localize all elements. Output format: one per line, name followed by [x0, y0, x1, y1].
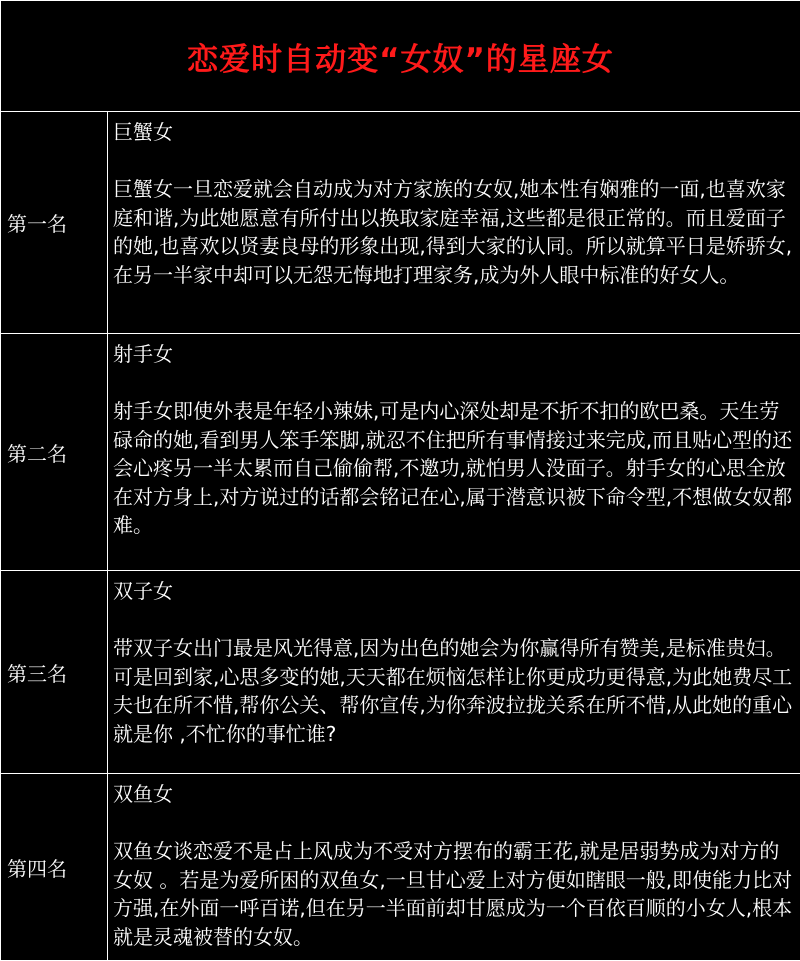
rank-label: 第二名	[1, 334, 108, 571]
rank-label: 第四名	[1, 774, 108, 961]
sign-cell	[108, 334, 800, 571]
sign-name: 双鱼女	[113, 780, 796, 809]
page-title: 恋爱时自动变“女奴”的星座女	[1, 1, 800, 112]
sign-cell	[108, 112, 800, 334]
sign-name: 巨蟹女	[113, 118, 796, 147]
rank-label: 第一名	[1, 112, 108, 334]
table-row	[1, 334, 800, 571]
sign-cell	[108, 571, 800, 774]
sign-description: 巨蟹女一旦恋爱就会自动成为对方家族的女奴,她本性有娴雅的一面,也喜欢家庭和谐,为此她愿意有所付出以换取家庭幸福,这些都是很正常的。而且爱面子的她,也喜欢以贤妻良母的形象出现,得到大家的认同。所以就算平日是娇骄女,在另一半家中却可以无怨无悔地打理家务,成为外人眼中标准的好女人。	[113, 175, 796, 289]
table-row	[1, 112, 800, 334]
sign-name: 射手女	[113, 340, 796, 369]
table-row	[1, 774, 800, 961]
sign-description: 射手女即使外表是年轻小辣妹,可是内心深处却是不折不扣的欧巴桑。天生劳碌命的她,看到男人笨手笨脚,就忍不住把所有事情接过来完成,而且贴心型的还会心疼另一半太累而自己偷偷帮,不邀功,就怕男人没面子。射手女的心思全放在对方身上,对方说过的话都会铭记在心,属于潜意识被下命令型,不想做女奴都难。	[113, 397, 796, 540]
sign-cell	[108, 774, 800, 961]
title-row	[1, 1, 800, 112]
table-row	[1, 571, 800, 774]
sign-description: 双鱼女谈恋爱不是占上风成为不受对方摆布的霸王花,就是居弱势成为对方的女奴 。若是为爱所困的双鱼女,一旦甘心爱上对方便如瞎眼一般,即使能力比对方强,在外面一呼百诺,但在另一半面前却甘愿成为一个百依百顺的小女人,根本就是灵魂被替的女奴。	[113, 837, 796, 951]
rank-label: 第三名	[1, 571, 108, 774]
sign-description: 带双子女出门最是风光得意,因为出色的她会为你赢得所有赞美,是标准贵妇。可是回到家,心思多变的她,天天都在烦恼怎样让你更成功更得意,为此她费尽工夫也在所不惜,帮你公关、帮你宣传,为你奔波拉拢关系在所不惜,从此她的重心就是你 ,不忙你的事忙谁?	[113, 634, 796, 748]
sign-name: 双子女	[113, 577, 796, 606]
